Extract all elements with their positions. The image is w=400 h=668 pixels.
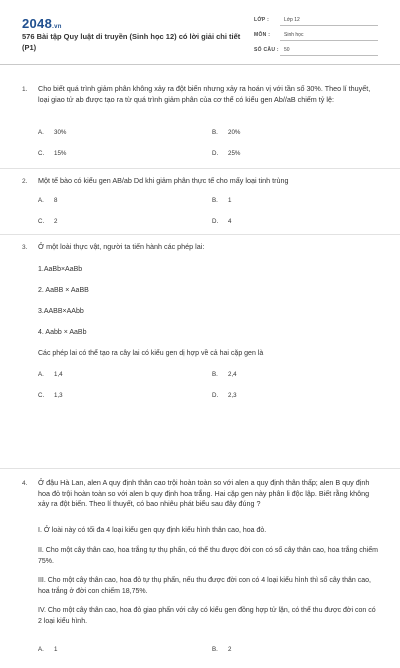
statement: II. Cho một cây thân cao, hoa trắng tự thụ phấn, có thể thu được đời con có số cây thân cao, hoa trắng chiếm 75%. bbox=[38, 547, 378, 565]
cross-item: 3.AABB×AAbb bbox=[38, 308, 84, 315]
statement: III. Cho một cây thân cao, hoa đỏ tự thụ phấn, nếu thu được đời con có 4 loại kiểu hình thì số cây thân cao, hoa trắng ở đời con chiếm 18,75%. bbox=[38, 577, 371, 595]
cross-item: 2. AaBB × AaBB bbox=[38, 287, 89, 294]
document-title: 576 Bài tập Quy luật di truyền (Sinh học 12) có lời giải chi tiết (P1) bbox=[22, 32, 241, 52]
option-c[interactable]: C. 15% bbox=[38, 150, 67, 157]
statement: IV. Cho một cây thân cao, hoa đỏ giao phấn với cây có kiểu gen đồng hợp tử lặn, có thể thu được đời con có 2 loại kiểu hình. bbox=[38, 607, 376, 625]
option-d[interactable]: D. 25% bbox=[212, 150, 241, 157]
question-3 bbox=[0, 234, 400, 469]
meta-subject: MÔN : Sinh học bbox=[254, 29, 378, 41]
question-text: Ở đậu Hà Lan, alen A quy định thân cao trội hoàn toàn so với alen a quy định thân thấp; alen B quy định hoa đỏ trội hoàn toàn so với alen b quy định hoa trắng. Hai cặp gen này phân li độc lập. Biết rằng không xảy ra đột biến. Theo lí thuyết, có bao nhiêu phát biểu sau đây đúng ? bbox=[38, 478, 370, 508]
option-c[interactable]: C. 1,3 bbox=[38, 392, 63, 399]
option-a[interactable]: A. 1,4 bbox=[38, 371, 63, 378]
question-number: 1. bbox=[22, 86, 28, 93]
option-a[interactable]: A. 8 bbox=[38, 197, 58, 204]
option-b[interactable]: B. 20% bbox=[212, 129, 241, 136]
option-d[interactable]: D. 2,3 bbox=[212, 392, 237, 399]
option-b[interactable]: B. 2 bbox=[212, 646, 232, 653]
option-b[interactable]: B. 2,4 bbox=[212, 371, 237, 378]
question-list bbox=[0, 64, 400, 653]
question-text: Một tế bào có kiểu gen AB/ab Dd khi giảm phân thực tế cho mấy loại tinh trùng bbox=[38, 176, 289, 185]
option-c[interactable]: C. 2 bbox=[38, 218, 58, 225]
option-d[interactable]: D. 4 bbox=[212, 218, 232, 225]
cross-item: 4. Aabb × AaBb bbox=[38, 329, 87, 336]
document-header bbox=[0, 0, 400, 65]
option-a[interactable]: A. 30% bbox=[38, 129, 67, 136]
option-b[interactable]: B. 1 bbox=[212, 197, 232, 204]
cross-item: 1.AaBb×AaBb bbox=[38, 266, 83, 273]
statement: I. Ở loài này có tối đa 4 loại kiểu gen quy định kiểu hình thân cao, hoa đỏ. bbox=[38, 527, 267, 534]
question-prompt: Các phép lai có thể tạo ra cây lai có kiểu gen dị hợp về cả hai cặp gen là bbox=[38, 350, 264, 357]
question-4 bbox=[0, 468, 400, 668]
question-number: 2. bbox=[22, 178, 28, 185]
question-1 bbox=[0, 64, 400, 169]
question-text: Ở một loài thực vật, người ta tiến hành các phép lai: bbox=[38, 242, 205, 251]
question-2 bbox=[0, 168, 400, 235]
site-logo[interactable]: 2048.vn bbox=[22, 16, 62, 31]
meta-question-count: SỐ CÂU : 50 bbox=[254, 44, 378, 56]
option-a[interactable]: A. 1 bbox=[38, 646, 58, 653]
question-number: 4. bbox=[22, 480, 28, 487]
question-number: 3. bbox=[22, 244, 28, 251]
question-text: Cho biết quá trình giảm phân không xảy ra đột biến nhưng xảy ra hoán vị với tần số 30%. Theo lí thuyết, loại giao tử ab được tạo ra từ quá trình giảm phân của cơ thể có kiểu gen Ab//aB chiếm tỷ lệ: bbox=[38, 84, 371, 104]
meta-grade: LỚP : Lớp 12 bbox=[254, 14, 378, 26]
